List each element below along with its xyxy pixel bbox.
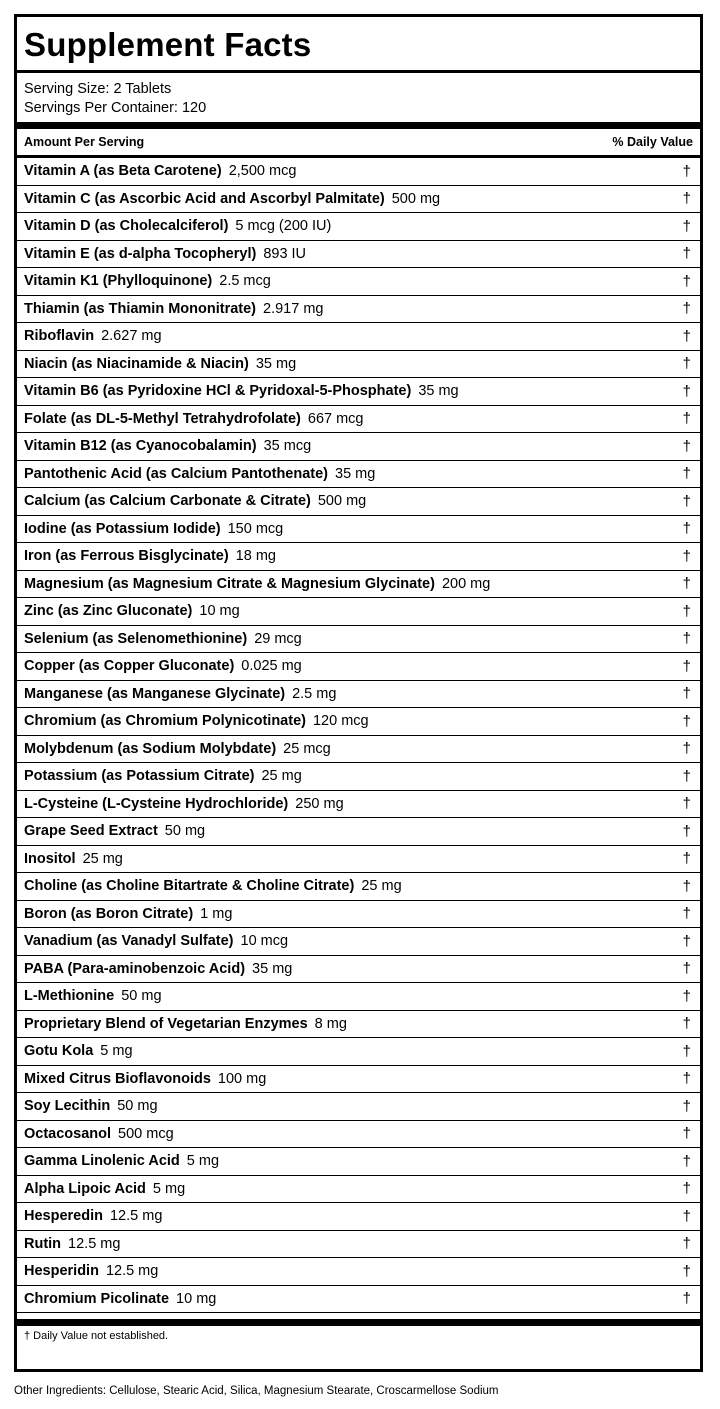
nutrient-name: Gamma Linolenic Acid <box>24 1153 180 1170</box>
nutrient-label <box>24 411 364 427</box>
daily-value-mark: † <box>682 740 691 758</box>
nutrient-amount: 10 mcg <box>240 933 289 950</box>
nutrient-amount: 50 mg <box>121 988 162 1005</box>
daily-value-mark: † <box>682 960 691 978</box>
nutrient-label <box>24 1236 120 1252</box>
nutrient-label <box>24 1153 219 1169</box>
nutrient-name: L-Cysteine (L-Cysteine Hydrochloride) <box>24 795 289 812</box>
nutrient-amount: 500 mcg <box>118 1125 174 1142</box>
nutrient-name: Chromium Picolinate <box>24 1290 170 1307</box>
daily-value-mark: † <box>682 162 691 180</box>
nutrient-label <box>24 713 369 729</box>
nutrient-row <box>17 488 700 516</box>
nutrient-label <box>24 493 366 509</box>
nutrient-name: Choline (as Choline Bitartrate & Choline Citrate) <box>24 878 355 895</box>
column-header <box>17 129 700 155</box>
daily-value-mark: † <box>682 327 691 345</box>
nutrient-row <box>17 571 700 599</box>
nutrient-name: Chromium (as Chromium Polynicotinate) <box>24 713 306 730</box>
daily-value-mark: † <box>682 1180 691 1198</box>
nutrient-amount: 12.5 mg <box>68 1235 121 1252</box>
nutrient-label <box>24 218 331 234</box>
nutrient-label <box>24 1126 174 1142</box>
nutrient-row <box>17 461 700 489</box>
daily-value-mark: † <box>682 795 691 813</box>
nutrient-label <box>24 878 402 894</box>
nutrient-name: L-Methionine <box>24 988 115 1005</box>
nutrient-amount: 25 mg <box>361 878 402 895</box>
nutrient-name: Vitamin D (as Cholecalciferol) <box>24 218 229 235</box>
nutrient-label <box>24 933 288 949</box>
daily-value-mark: † <box>682 905 691 923</box>
nutrient-label <box>24 1208 162 1224</box>
daily-value-mark: † <box>682 465 691 483</box>
nutrient-row <box>17 956 700 984</box>
nutrient-label <box>24 1263 158 1279</box>
nutrient-row <box>17 1011 700 1039</box>
nutrient-row <box>17 406 700 434</box>
daily-value-mark: † <box>682 437 691 455</box>
thick-divider <box>17 122 700 129</box>
nutrient-amount: 25 mg <box>261 768 302 785</box>
nutrient-label <box>24 768 302 784</box>
nutrient-label <box>24 576 490 592</box>
nutrient-name: Vitamin A (as Beta Carotene) <box>24 163 222 180</box>
nutrient-name: Thiamin (as Thiamin Mononitrate) <box>24 300 257 317</box>
nutrient-label <box>24 521 283 537</box>
daily-value-mark: † <box>682 712 691 730</box>
nutrient-name: Vitamin E (as d-alpha Tocopheryl) <box>24 245 257 262</box>
amount-per-serving-label: Amount Per Serving <box>24 135 145 149</box>
nutrient-name: Vitamin K1 (Phylloquinone) <box>24 273 213 290</box>
nutrient-label <box>24 658 302 674</box>
nutrient-amount: 500 mg <box>391 190 441 207</box>
daily-value-mark: † <box>682 767 691 785</box>
nutrient-row <box>17 1176 700 1204</box>
nutrient-name: Iodine (as Potassium Iodide) <box>24 520 221 537</box>
nutrient-label <box>24 328 162 344</box>
nutrient-list <box>17 158 700 1313</box>
nutrient-amount: 250 mg <box>295 795 344 812</box>
daily-value-mark: † <box>682 1290 691 1308</box>
nutrient-amount: 25 mcg <box>283 740 331 757</box>
nutrient-amount: 12.5 mg <box>109 1208 163 1225</box>
daily-value-mark: † <box>682 520 691 538</box>
serving-info <box>17 73 700 122</box>
nutrient-label <box>24 548 276 564</box>
nutrient-name: Alpha Lipoic Acid <box>24 1180 146 1197</box>
nutrient-amount: 500 mg <box>317 493 367 510</box>
nutrient-row <box>17 186 700 214</box>
nutrient-amount: 5 mg <box>152 1180 186 1197</box>
nutrient-label <box>24 1181 185 1197</box>
nutrient-row <box>17 818 700 846</box>
nutrient-name: Gotu Kola <box>24 1043 94 1060</box>
nutrient-amount: 50 mg <box>164 823 206 840</box>
nutrient-name: Magnesium (as Magnesium Citrate & Magnesium Glycinate) <box>24 575 435 592</box>
nutrient-label <box>24 273 271 289</box>
nutrient-label <box>24 961 292 977</box>
daily-value-mark: † <box>682 272 691 290</box>
nutrient-amount: 35 mg <box>255 355 297 372</box>
daily-value-mark: † <box>682 987 691 1005</box>
nutrient-name: Riboflavin <box>24 328 95 345</box>
nutrient-label <box>24 1071 266 1087</box>
nutrient-amount: 35 mg <box>335 465 376 482</box>
nutrient-amount: 5 mg <box>186 1153 220 1170</box>
daily-value-mark: † <box>682 410 691 428</box>
nutrient-row <box>17 846 700 874</box>
nutrient-name: Folate (as DL-5-Methyl Tetrahydrofolate) <box>24 410 301 427</box>
servings-per-container: Servings Per Container: 120 <box>24 100 207 116</box>
nutrient-name: Hesperidin <box>24 1263 99 1280</box>
nutrient-row <box>17 1093 700 1121</box>
nutrient-amount: 25 mg <box>82 850 123 867</box>
nutrient-row <box>17 433 700 461</box>
daily-value-mark: † <box>682 300 691 318</box>
nutrient-row <box>17 873 700 901</box>
daily-value-mark: † <box>682 1235 691 1253</box>
nutrient-name: Proprietary Blend of Vegetarian Enzymes <box>24 1015 308 1032</box>
nutrient-name: Zinc (as Zinc Gluconate) <box>24 603 193 620</box>
nutrient-label <box>24 796 344 812</box>
nutrient-amount: 2,500 mcg <box>228 163 297 180</box>
nutrient-name: Vitamin C (as Ascorbic Acid and Ascorbyl Palmitate) <box>24 190 385 207</box>
nutrient-label <box>24 823 205 839</box>
nutrient-amount: 667 mcg <box>307 410 364 427</box>
nutrient-amount: 0.025 mg <box>241 658 302 675</box>
panel-title: Supplement Facts <box>24 26 312 63</box>
nutrient-amount: 35 mcg <box>263 438 312 455</box>
other-ingredients: Other Ingredients: Cellulose, Stearic Acid, Silica, Magnesium Stearate, Croscarmellose Sodium <box>14 1385 499 1397</box>
nutrient-row <box>17 1038 700 1066</box>
nutrient-name: Iron (as Ferrous Bisglycinate) <box>24 548 229 565</box>
nutrient-label <box>24 1016 347 1032</box>
daily-value-mark: † <box>682 1207 691 1225</box>
nutrient-amount: 2.627 mg <box>101 328 162 345</box>
nutrient-label <box>24 466 375 482</box>
nutrient-amount: 5 mcg (200 IU) <box>235 218 332 235</box>
daily-value-mark: † <box>682 492 691 510</box>
daily-value-mark: † <box>682 822 691 840</box>
nutrient-amount: 50 mg <box>117 1098 158 1115</box>
nutrient-amount: 1 mg <box>200 905 233 922</box>
nutrient-name: Vitamin B12 (as Cyanocobalamin) <box>24 438 257 455</box>
nutrient-name: Pantothenic Acid (as Calcium Pantothenate) <box>24 465 329 482</box>
nutrient-name: Calcium (as Calcium Carbonate & Citrate) <box>24 493 311 510</box>
daily-value-mark: † <box>682 932 691 950</box>
nutrient-row <box>17 1121 700 1149</box>
nutrient-label <box>24 301 323 317</box>
nutrient-label <box>24 851 123 867</box>
nutrient-amount: 2.5 mcg <box>219 273 271 290</box>
nutrient-amount: 120 mcg <box>312 713 369 730</box>
nutrient-label <box>24 631 302 647</box>
nutrient-name: Manganese (as Manganese Glycinate) <box>24 685 286 702</box>
footnote: † Daily Value not established. <box>24 1330 169 1342</box>
nutrient-name: Hesperedin <box>24 1208 103 1225</box>
nutrient-name: Vanadium (as Vanadyl Sulfate) <box>24 933 234 950</box>
nutrient-row <box>17 1258 700 1286</box>
nutrient-row <box>17 928 700 956</box>
daily-value-mark: † <box>682 355 691 373</box>
nutrient-row <box>17 543 700 571</box>
nutrient-row <box>17 268 700 296</box>
daily-value-mark: † <box>682 1097 691 1115</box>
nutrient-name: Rutin <box>24 1235 62 1252</box>
daily-value-mark: † <box>682 245 691 263</box>
nutrient-name: Grape Seed Extract <box>24 823 158 840</box>
thick-divider-bottom <box>17 1319 700 1326</box>
nutrient-row <box>17 351 700 379</box>
nutrient-amount: 10 mg <box>199 603 240 620</box>
nutrient-row <box>17 763 700 791</box>
nutrient-row <box>17 983 700 1011</box>
nutrient-name: Octacosanol <box>24 1125 112 1142</box>
nutrient-amount: 29 mcg <box>254 630 302 647</box>
nutrient-name: Soy Lecithin <box>24 1098 111 1115</box>
nutrient-label <box>24 163 296 179</box>
nutrient-row <box>17 1231 700 1259</box>
nutrient-row <box>17 736 700 764</box>
nutrient-amount: 35 mg <box>252 960 293 977</box>
nutrient-row <box>17 241 700 269</box>
nutrient-row <box>17 708 700 736</box>
nutrient-name: PABA (Para-aminobenzoic Acid) <box>24 960 246 977</box>
nutrient-row <box>17 626 700 654</box>
nutrient-row <box>17 791 700 819</box>
daily-value-mark: † <box>682 1015 691 1033</box>
nutrient-amount: 10 mg <box>176 1290 217 1307</box>
nutrient-name: Selenium (as Selenomethionine) <box>24 630 248 647</box>
daily-value-mark: † <box>682 657 691 675</box>
daily-value-mark: † <box>682 877 691 895</box>
nutrient-amount: 893 IU <box>263 245 307 262</box>
nutrient-amount: 35 mg <box>418 383 459 400</box>
nutrient-label <box>24 741 331 757</box>
daily-value-mark: † <box>682 1125 691 1143</box>
nutrient-label <box>24 988 162 1004</box>
nutrient-label <box>24 1291 216 1307</box>
daily-value-mark: † <box>682 217 691 235</box>
nutrient-name: Potassium (as Potassium Citrate) <box>24 768 255 785</box>
nutrient-amount: 5 mg <box>100 1043 133 1060</box>
nutrient-name: Niacin (as Niacinamide & Niacin) <box>24 355 249 372</box>
daily-value-mark: † <box>682 1070 691 1088</box>
nutrient-amount: 150 mcg <box>227 520 284 537</box>
nutrient-amount: 12.5 mg <box>105 1263 159 1280</box>
daily-value-mark: † <box>682 547 691 565</box>
nutrient-amount: 18 mg <box>235 548 276 565</box>
daily-value-mark: † <box>682 1262 691 1280</box>
nutrient-row <box>17 1066 700 1094</box>
daily-value-mark: † <box>682 602 691 620</box>
nutrient-row <box>17 681 700 709</box>
nutrient-label <box>24 246 306 262</box>
supplement-facts-panel <box>14 14 703 1372</box>
daily-value-mark: † <box>682 1152 691 1170</box>
nutrient-row <box>17 598 700 626</box>
daily-value-mark: † <box>682 1042 691 1060</box>
nutrient-label <box>24 1043 133 1059</box>
daily-value-mark: † <box>682 685 691 703</box>
nutrient-row <box>17 158 700 186</box>
nutrient-label <box>24 356 296 372</box>
nutrient-row <box>17 653 700 681</box>
serving-size: Serving Size: 2 Tablets <box>24 81 172 97</box>
nutrient-name: Molybdenum (as Sodium Molybdate) <box>24 740 277 757</box>
nutrient-name: Copper (as Copper Gluconate) <box>24 658 235 675</box>
nutrient-row <box>17 516 700 544</box>
nutrient-row <box>17 1203 700 1231</box>
daily-value-mark: † <box>682 575 691 593</box>
nutrient-name: Inositol <box>24 850 76 867</box>
nutrient-label <box>24 383 459 399</box>
daily-value-mark: † <box>682 850 691 868</box>
daily-value-mark: † <box>682 630 691 648</box>
daily-value-mark: † <box>682 190 691 208</box>
nutrient-amount: 2.917 mg <box>263 300 324 317</box>
nutrient-row <box>17 1286 700 1314</box>
daily-value-mark: † <box>682 382 691 400</box>
nutrient-label <box>24 906 232 922</box>
nutrient-amount: 200 mg <box>441 575 491 592</box>
nutrient-row <box>17 901 700 929</box>
nutrient-name: Boron (as Boron Citrate) <box>24 905 194 922</box>
nutrient-name: Mixed Citrus Bioflavonoids <box>24 1070 211 1087</box>
nutrient-label <box>24 686 336 702</box>
nutrient-row <box>17 296 700 324</box>
nutrient-name: Vitamin B6 (as Pyridoxine HCl & Pyridoxal-5-Phosphate) <box>24 383 412 400</box>
nutrient-label <box>24 438 311 454</box>
nutrient-row <box>17 213 700 241</box>
nutrient-label <box>24 603 240 619</box>
nutrient-label <box>24 191 440 207</box>
nutrient-amount: 100 mg <box>217 1070 267 1087</box>
daily-value-label: % Daily Value <box>612 135 693 149</box>
nutrient-amount: 2.5 mg <box>292 685 337 702</box>
nutrient-row <box>17 1148 700 1176</box>
nutrient-label <box>24 1098 158 1114</box>
nutrient-amount: 8 mg <box>314 1015 347 1032</box>
nutrient-row <box>17 323 700 351</box>
nutrient-row <box>17 378 700 406</box>
